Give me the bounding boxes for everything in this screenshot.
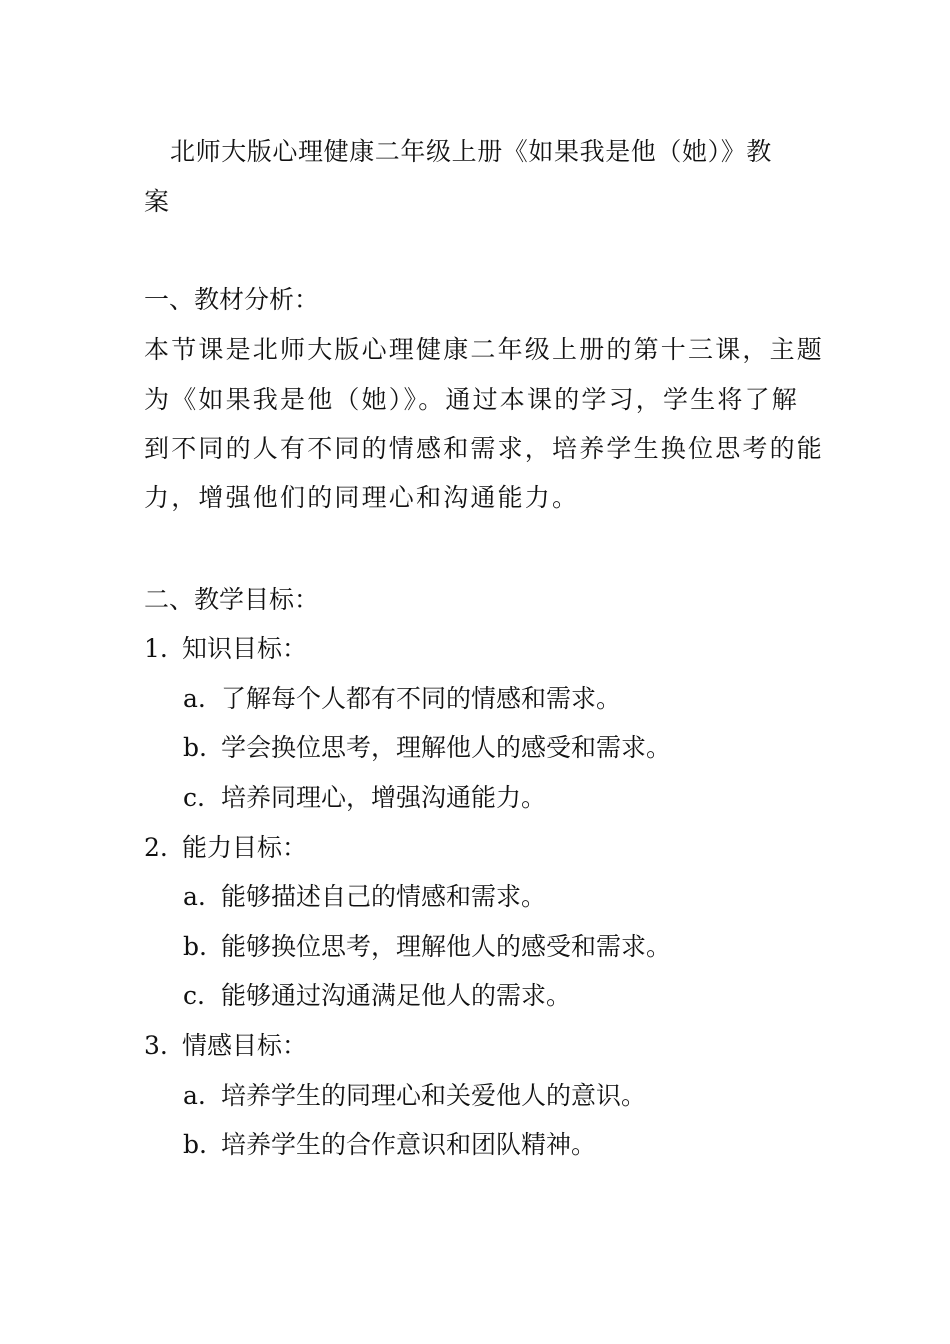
document-title-line-2: 案 (144, 187, 170, 216)
paragraph-line: 本节课是北师大版心理健康二年级上册的第十三课，主题 (144, 335, 825, 364)
goal-item (183, 1080, 646, 1112)
item-marker: a. (183, 882, 206, 911)
paragraph-line: 到不同的人有不同的情感和需求，培养学生换位思考的能 (144, 434, 825, 463)
item-text: 学会换位思考，理解他人的感受和需求。 (221, 733, 672, 762)
goal-heading-knowledge (144, 633, 307, 665)
section-heading-objectives: 二、教学目标： (144, 585, 320, 614)
goal-number: 3. (144, 1031, 168, 1060)
item-marker: a. (183, 1081, 206, 1110)
goal-number: 2. (144, 833, 168, 862)
item-text: 培养学生的合作意识和团队精神。 (221, 1130, 597, 1159)
section-heading-materials: 一、教材分析： (144, 285, 320, 314)
goal-label: 能力目标： (182, 833, 308, 862)
item-marker: a. (183, 684, 206, 713)
goal-label: 知识目标： (182, 634, 308, 663)
item-text: 能够描述自己的情感和需求。 (221, 882, 547, 911)
goal-item (183, 931, 671, 963)
item-marker: b. (183, 932, 207, 961)
item-text: 培养同理心，增强沟通能力。 (221, 783, 547, 812)
paragraph-line: 力，增强他们的同理心和沟通能力。 (144, 483, 580, 512)
goal-heading-ability (144, 832, 307, 864)
item-marker: c. (183, 981, 205, 1010)
document-title-line-1: 北师大版心理健康二年级上册《如果我是他（她）》教 (170, 137, 772, 166)
item-marker: b. (183, 733, 207, 762)
item-text: 了解每个人都有不同的情感和需求。 (221, 684, 622, 713)
item-text: 培养学生的同理心和关爱他人的意识。 (221, 1081, 647, 1110)
item-text: 能够通过沟通满足他人的需求。 (221, 981, 572, 1010)
item-text: 能够换位思考，理解他人的感受和需求。 (221, 932, 672, 961)
goal-label: 情感目标： (182, 1031, 308, 1060)
item-marker: c. (183, 783, 205, 812)
paragraph-line: 为《如果我是他（她）》。通过本课的学习，学生将了解 (144, 385, 800, 414)
goal-number: 1. (144, 634, 168, 663)
goal-item (183, 732, 671, 764)
item-marker: b. (183, 1130, 207, 1159)
goal-item (183, 782, 546, 814)
goal-item (183, 683, 621, 715)
goal-item (183, 980, 571, 1012)
goal-item (183, 881, 546, 913)
goal-item (183, 1129, 596, 1161)
goal-heading-emotion (144, 1030, 307, 1062)
